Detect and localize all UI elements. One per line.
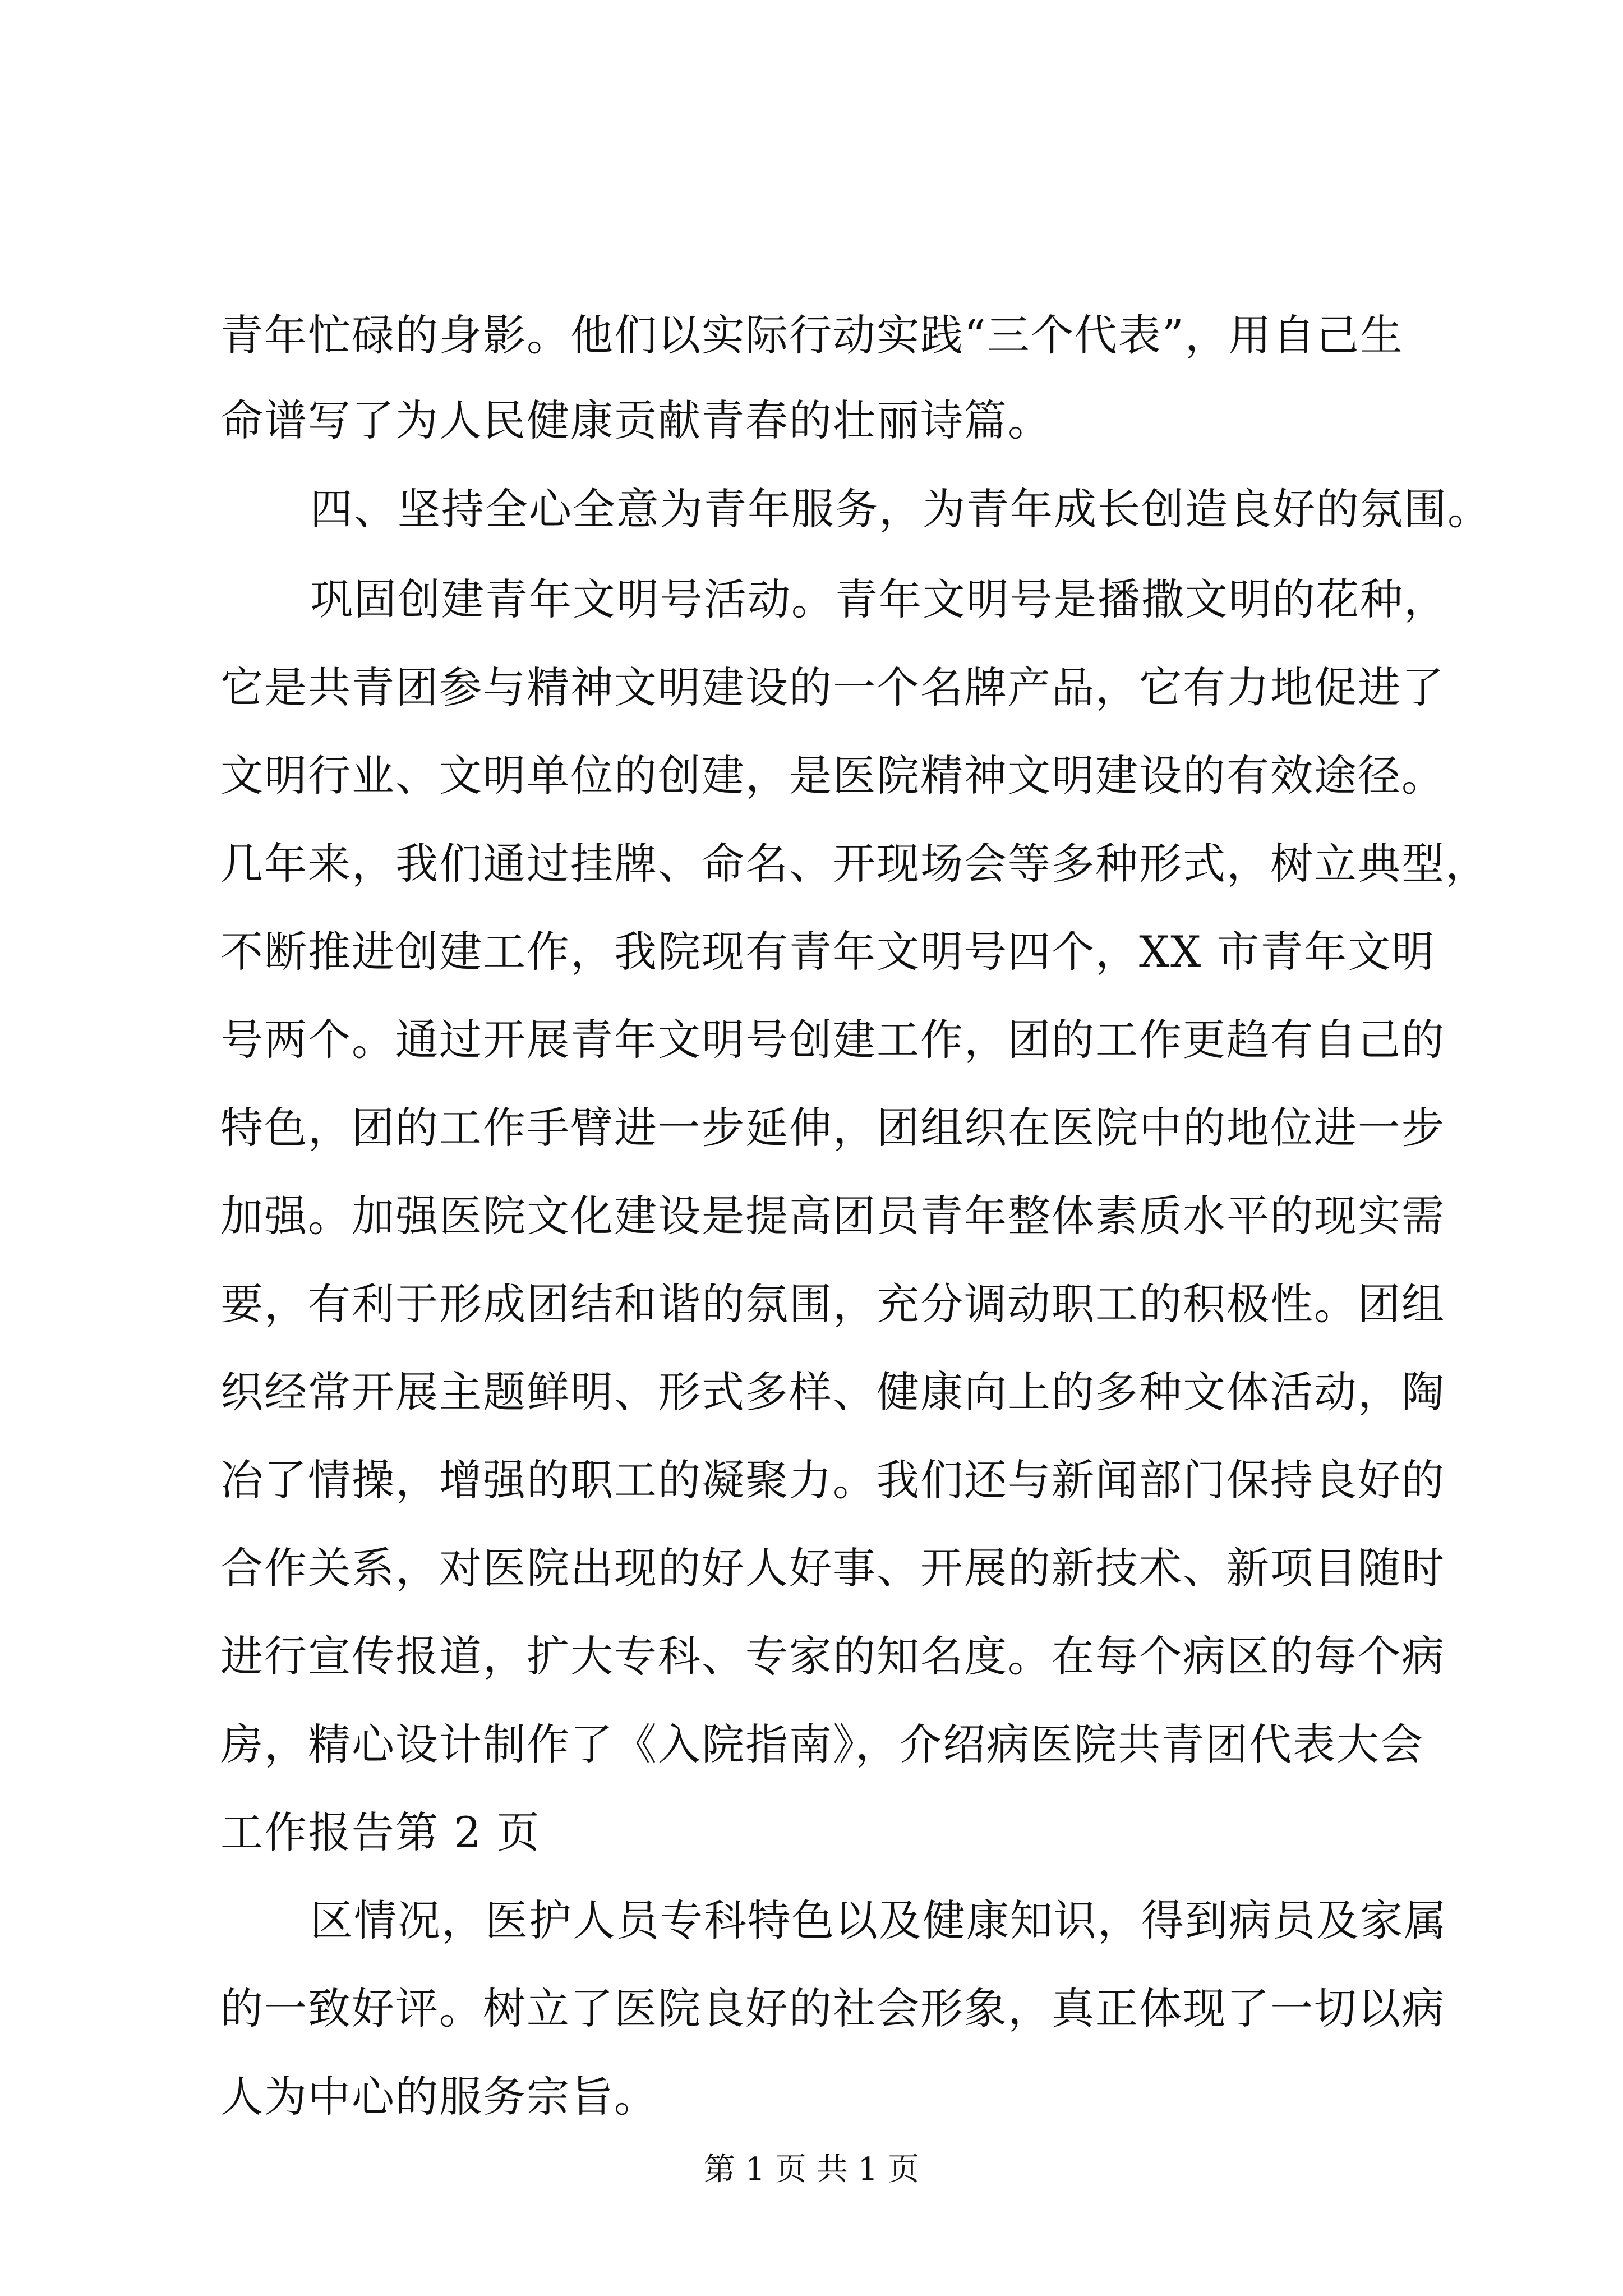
page-footer: 第 1 页 共 1 页 <box>703 2151 920 2188</box>
body-text-line: 特色，团的工作手臂进一步延伸，团组织在医院中的地位进一步 <box>220 1103 1445 1153</box>
body-text-line: 房，精心设计制作了《入院指南》，介绍病医院共青团代表大会 <box>220 1719 1424 1769</box>
body-text-line: 几年来，我们通过挂牌、命名、开现场会等多种形式，树立典型， <box>220 839 1489 889</box>
body-text-line: 冶了情操，增强的职工的凝聚力。我们还与新闻部门保持良好的 <box>220 1455 1445 1505</box>
body-text-line: 它是共青团参与精神文明建设的一个名牌产品，它有力地促进了 <box>220 662 1445 712</box>
body-text-line: 不断推进创建工作，我院现有青年文明号四个，XX 市青年文明 <box>220 927 1436 977</box>
body-text-line: 人为中心的服务宗旨。 <box>220 2072 658 2122</box>
body-text-line: 文明行业、文明单位的创建，是医院精神文明建设的有效途径。 <box>220 751 1445 800</box>
body-text-line: 工作报告第 2 页 <box>220 1807 541 1857</box>
body-text-line: 巩固创建青年文明号活动。青年文明号是播撒文明的花种， <box>310 574 1447 624</box>
body-text-line: 命谱写了为人民健康贡献青春的壮丽诗篇。 <box>220 395 1052 445</box>
body-text-line: 加强。加强医院文化建设是提高团员青年整体素质水平的现实需 <box>220 1191 1445 1241</box>
body-text-line: 青年忙碌的身影。他们以实际行动实践“三个代表”，用自己生 <box>220 310 1404 360</box>
body-text-line: 要，有利于形成团结和谐的氛围，充分调动职工的积极性。团组 <box>220 1279 1445 1329</box>
body-text-line: 合作关系，对医院出现的好人好事、开展的新技术、新项目随时 <box>220 1543 1445 1593</box>
section-heading: 四、坚持全心全意为青年服务，为青年成长创造良好的氛围。 <box>310 484 1491 534</box>
body-text-line: 号两个。通过开展青年文明号创建工作，团的工作更趋有自己的 <box>220 1015 1445 1065</box>
body-text-line: 织经常开展主题鲜明、形式多样、健康向上的多种文体活动，陶 <box>220 1367 1445 1417</box>
body-text-line: 的一致好评。树立了医院良好的社会形象，真正体现了一切以病 <box>220 1984 1445 2033</box>
body-text-line: 区情况，医护人员专科特色以及健康知识，得到病员及家属 <box>310 1895 1447 1945</box>
body-text-line: 进行宣传报道，扩大专科、专家的知名度。在每个病区的每个病 <box>220 1631 1445 1681</box>
